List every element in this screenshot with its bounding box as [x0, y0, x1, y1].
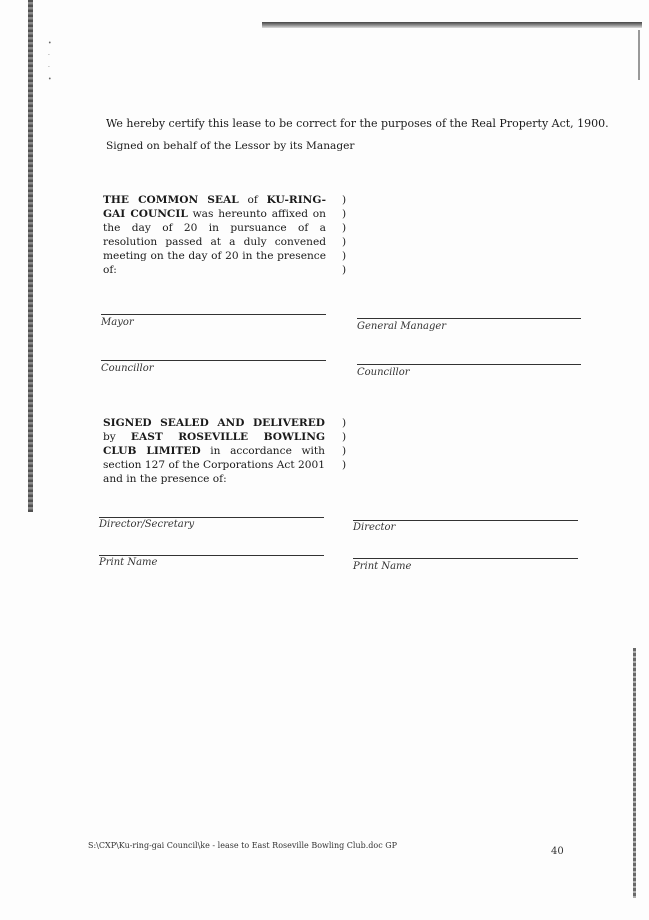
director-secretary-label: Director/Secretary	[99, 519, 195, 530]
council-seal-of: of	[238, 194, 267, 206]
paren: )	[342, 222, 347, 234]
scan-artifact-right	[633, 648, 636, 898]
councillor-left-signature-line[interactable]	[101, 360, 326, 361]
paren: )	[342, 431, 347, 443]
general-manager-signature-line[interactable]	[357, 318, 581, 319]
club-seal-by: by	[103, 431, 131, 443]
paren: )	[342, 264, 347, 276]
paren: )	[342, 208, 347, 220]
print-name-left-line[interactable]	[99, 555, 324, 556]
paren: )	[342, 459, 347, 471]
councillor-right-signature-line[interactable]	[357, 364, 581, 365]
paren: )	[342, 236, 347, 248]
director-label: Director	[353, 522, 396, 533]
paren: )	[342, 417, 347, 429]
council-name: KU-RING-GAI COUNCIL	[103, 194, 326, 220]
councillor-left-label: Councillor	[101, 363, 154, 374]
page-number: 40	[551, 846, 564, 857]
club-seal-lead: SIGNED SEALED AND DELIVERED	[103, 417, 325, 429]
print-name-left-label: Print Name	[99, 557, 158, 568]
print-name-right-line[interactable]	[353, 558, 578, 559]
councillor-right-label: Councillor	[357, 367, 410, 378]
director-signature-line[interactable]	[353, 520, 578, 521]
director-secretary-signature-line[interactable]	[99, 517, 324, 518]
certify-statement: We hereby certify this lease to be correct for the purposes of the Real Property Act, 1900.	[106, 117, 609, 130]
council-seal-lead: THE COMMON SEAL	[103, 194, 239, 206]
council-seal-rest: was hereunto affixed on the day of 20 in pursuance of a resolution passed at a duly convened meeting on the day of 20 in the presence of:	[103, 208, 327, 276]
mayor-label: Mayor	[101, 317, 134, 328]
general-manager-label: General Manager	[357, 321, 447, 332]
paren: )	[342, 194, 347, 206]
club-seal-clause	[103, 416, 325, 486]
scan-artifact-top	[262, 22, 642, 28]
council-seal-parens	[342, 193, 350, 277]
scan-artifact-top-right	[638, 30, 640, 80]
club-seal-parens	[342, 416, 350, 472]
mayor-signature-line[interactable]	[101, 314, 326, 315]
club-seal-rest: in accordance with section 127 of the Corporations Act 2001 and in the presence of:	[103, 445, 325, 485]
footer-file-path: S:\CXP\Ku-ring-gai Council\ke - lease to East Roseville Bowling Club.doc GP	[88, 841, 398, 850]
council-seal-clause	[103, 193, 326, 277]
club-name: EAST ROSEVILLE BOWLING CLUB LIMITED	[103, 431, 325, 457]
scan-artifact-left	[28, 0, 33, 512]
paren: )	[342, 250, 347, 262]
print-name-right-label: Print Name	[353, 561, 412, 572]
paren: )	[342, 445, 347, 457]
scan-artifact-dots: • · · •	[48, 40, 52, 83]
signed-behalf-statement: Signed on behalf of the Lessor by its Manager	[106, 140, 355, 152]
